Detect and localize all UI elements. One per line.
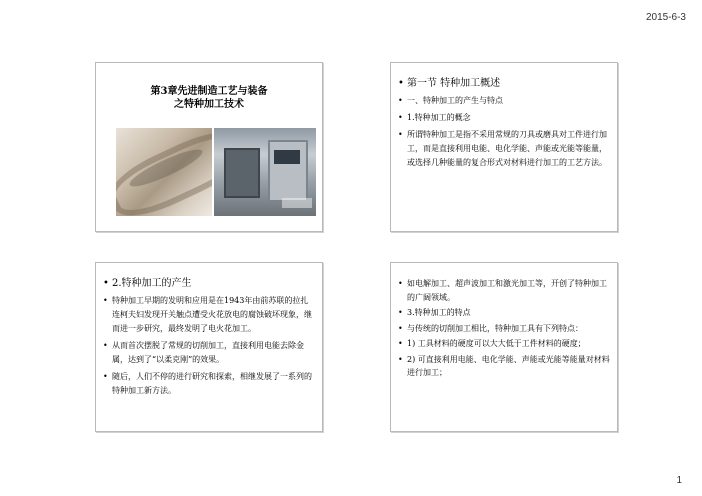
- bullet-list: [103, 277, 316, 401]
- slide-image-group: [116, 128, 316, 216]
- carving-photo: [116, 128, 212, 216]
- section-heading: • 2.特种加工的产生: [103, 277, 316, 291]
- slide-thumbnail-4[interactable]: [390, 262, 618, 432]
- slide-title-line-2: 之特种加工技术: [174, 99, 244, 110]
- bullet-item: • 1.特种加工的概念: [398, 111, 611, 125]
- machine-photo: [214, 128, 316, 216]
- bullet-list: [398, 77, 611, 173]
- bullet-item: • 一、特种加工的产生与特点: [398, 94, 611, 108]
- bullet-item: • 从而首次摆脱了常规的切削加工，直接利用电能去除金属，达到了“以柔克刚”的效果。: [103, 339, 316, 367]
- bullet-item: • 特种加工早期的发明和应用是在1943年由前苏联的拉扎连柯夫妇发现开关触点遭受火花放电的腐蚀破坏现象，继而进一步研究，最终发明了电火花加工。: [103, 294, 316, 336]
- bullet-item: • 2) 可直接利用电能、电化学能、声能或光能等能量对材料进行加工；: [398, 353, 611, 380]
- bullet-item: • 3.特种加工的特点: [398, 306, 611, 320]
- bullet-item: • 所谓特种加工是指不采用常规的刀具或磨具对工件进行加工，而是直接利用电能、电化学能、声能或光能等能量，或选择几种能量的复合形式对材料进行加工的工艺方法。: [398, 128, 611, 170]
- slide-title-line-1: 第3章先进制造工艺与装备: [150, 86, 268, 97]
- page-number: 1: [676, 475, 682, 486]
- bullet-item: • 随后，人们不停的进行研究和探索，相继发展了一系列的特种加工新方法。: [103, 370, 316, 398]
- bullet-list: [398, 277, 611, 382]
- slide-thumbnail-2[interactable]: [390, 62, 618, 232]
- date-header: 2015-6-3: [645, 12, 686, 23]
- slide-thumbnail-1[interactable]: [95, 62, 323, 232]
- slide-thumbnail-3[interactable]: [95, 262, 323, 432]
- bullet-item: • 与传统的切削加工相比，特种加工具有下列特点：: [398, 322, 611, 336]
- bullet-item: • 如电解加工、超声波加工和激光加工等，开创了特种加工的广阔领域。: [398, 277, 611, 304]
- section-heading: • 第一节 特种加工概述: [398, 77, 611, 91]
- bullet-item: • 1) 工具材料的硬度可以大大低于工件材料的硬度；: [398, 337, 611, 351]
- slide-title: [96, 85, 322, 111]
